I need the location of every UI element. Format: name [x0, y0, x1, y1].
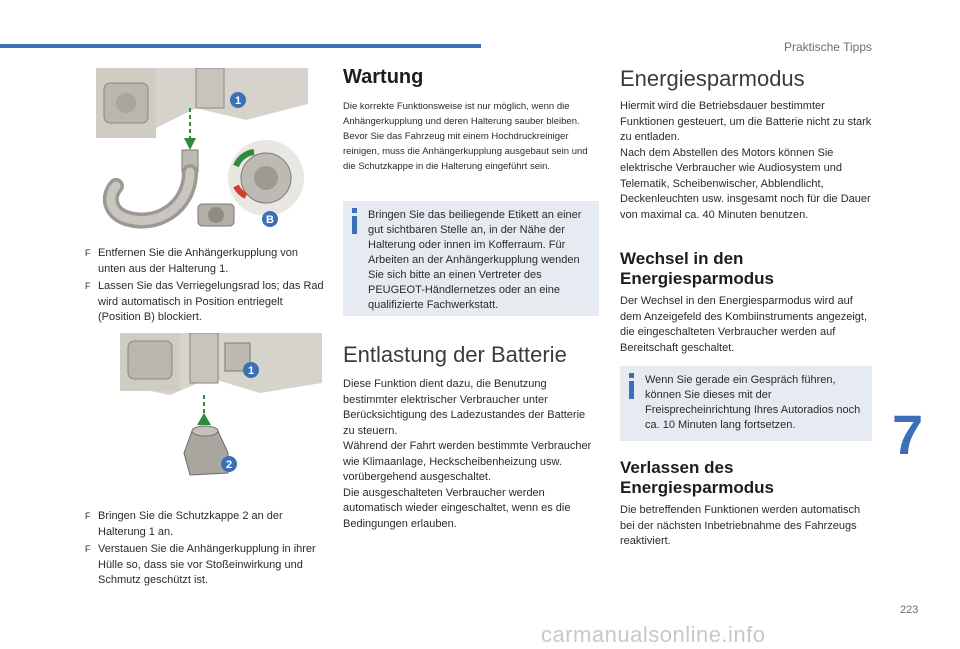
heading-entlastung: Entlastung der Batterie — [343, 342, 567, 367]
figure-protective-cap — [110, 333, 322, 495]
wartung-text-1: Die korrekte Funktionsweise ist nur möglich, wenn die Anhängerkupplung und deren Halterung sauber bleiben. — [343, 101, 580, 127]
tip-box-label — [343, 201, 599, 316]
energie-text-1: Hiermit wird die Betriebsdauer bestimmter Funktionen gesteuert, um die Batterie nicht zu stark zu entladen. — [620, 100, 872, 143]
info-icon — [352, 208, 357, 234]
steps-list-2 — [85, 509, 325, 591]
callout-1: 1 — [247, 365, 255, 377]
callout-1: 1 — [234, 95, 242, 107]
page-number: 223 — [900, 604, 919, 616]
section-title: Praktische Tipps — [783, 40, 872, 54]
list-item: F Verstauen Sie die Anhängerkupplung in ihrer Hülle so, dass sie vor Stoßeinwirkung und Schmutz geschützt ist. — [85, 543, 316, 586]
wartung-text-2: Bevor Sie das Fahrzeug mit einem Hochdruckreiniger reinigen, muss die Anhängerkupplung ausgebaut sein und die Schutzkappe in die Halterung eingeführt sein. — [343, 131, 588, 172]
header-bar — [0, 44, 481, 48]
chapter-number: 7 — [892, 403, 924, 466]
list-item: F Entfernen Sie die Anhängerkupplung von unten aus der Halterung 1. — [85, 247, 298, 275]
heading-energiesparmodus: Energiesparmodus — [620, 66, 805, 91]
entlastung-text-1: Diese Funktion dient dazu, die Benutzung bestimmter elektrischer Verbraucher unter Berücksichtigung des Ladezustandes der Batterie zu steuern. — [343, 378, 586, 437]
list-item: F Lassen Sie das Verriegelungsrad los; das Rad wird automatisch in Position entriegelt (Position B) blockiert. — [85, 280, 324, 323]
tip-text: Wenn Sie gerade ein Gespräch führen, können Sie dieses mit der Freisprecheinrichtung Ihres Autoradios noch ca. 10 Minuten lang fortsetzen. — [645, 374, 861, 431]
verlassen-text: Die betreffenden Funktionen werden automatisch bei der nächsten Inbetriebnahme des Fahrzeugs reaktiviert. — [620, 504, 861, 547]
watermark: carmanualsonline.info — [541, 622, 766, 647]
tip-text: Bringen Sie das beiliegende Etikett an einer gut sichtbaren Stelle an, in der Nähe der Halterung oder innen im Kofferraum. Für Arbeiten an der Anhängerkupplung wenden Sie sich bitte an einen Vertreter des PEUGEOT-Händlernetzes oder an eine qualifizierte Fachwerkstatt. — [368, 209, 582, 311]
heading-wechsel: Wechsel in den Energiesparmodus — [620, 249, 774, 288]
figure-hitch-removal — [96, 68, 308, 238]
wechsel-text: Der Wechsel in den Energiesparmodus wird auf dem Anzeigefeld des Kombiinstruments angezeigt, die eingeschalteten Verbraucher werden auf Bereitschaft geschaltet. — [620, 295, 868, 354]
list-item: F Bringen Sie die Schutzkappe 2 an der Halterung 1 an. — [85, 510, 283, 538]
callout-2: 2 — [225, 459, 233, 471]
callout-b: B — [266, 214, 274, 226]
energie-text-2: Nach dem Abstellen des Motors können Sie elektrische Verbraucher wie Audiosystem und Telematik, Scheibenwischer, Abblendlicht, Deckenleuchten usw. insgesamt noch für die Dauer von maximal ca. 40 Minuten benutzen. — [620, 146, 871, 221]
heading-verlassen: Verlassen des Energiesparmodus — [620, 458, 774, 497]
heading-wartung: Wartung — [343, 66, 424, 88]
entlastung-text-3: Die ausgeschalteten Verbraucher werden automatisch wieder eingeschaltet, wenn es die Bedingungen erlauben. — [343, 486, 571, 530]
entlastung-text-2: Während der Fahrt werden bestimmte Verbraucher wie Klimaanlage, Heckscheibenheizung usw. vorübergehend ausgeschaltet. — [343, 440, 592, 483]
info-icon — [629, 373, 634, 399]
steps-list-1 — [85, 246, 325, 328]
tip-box-call — [620, 366, 872, 441]
